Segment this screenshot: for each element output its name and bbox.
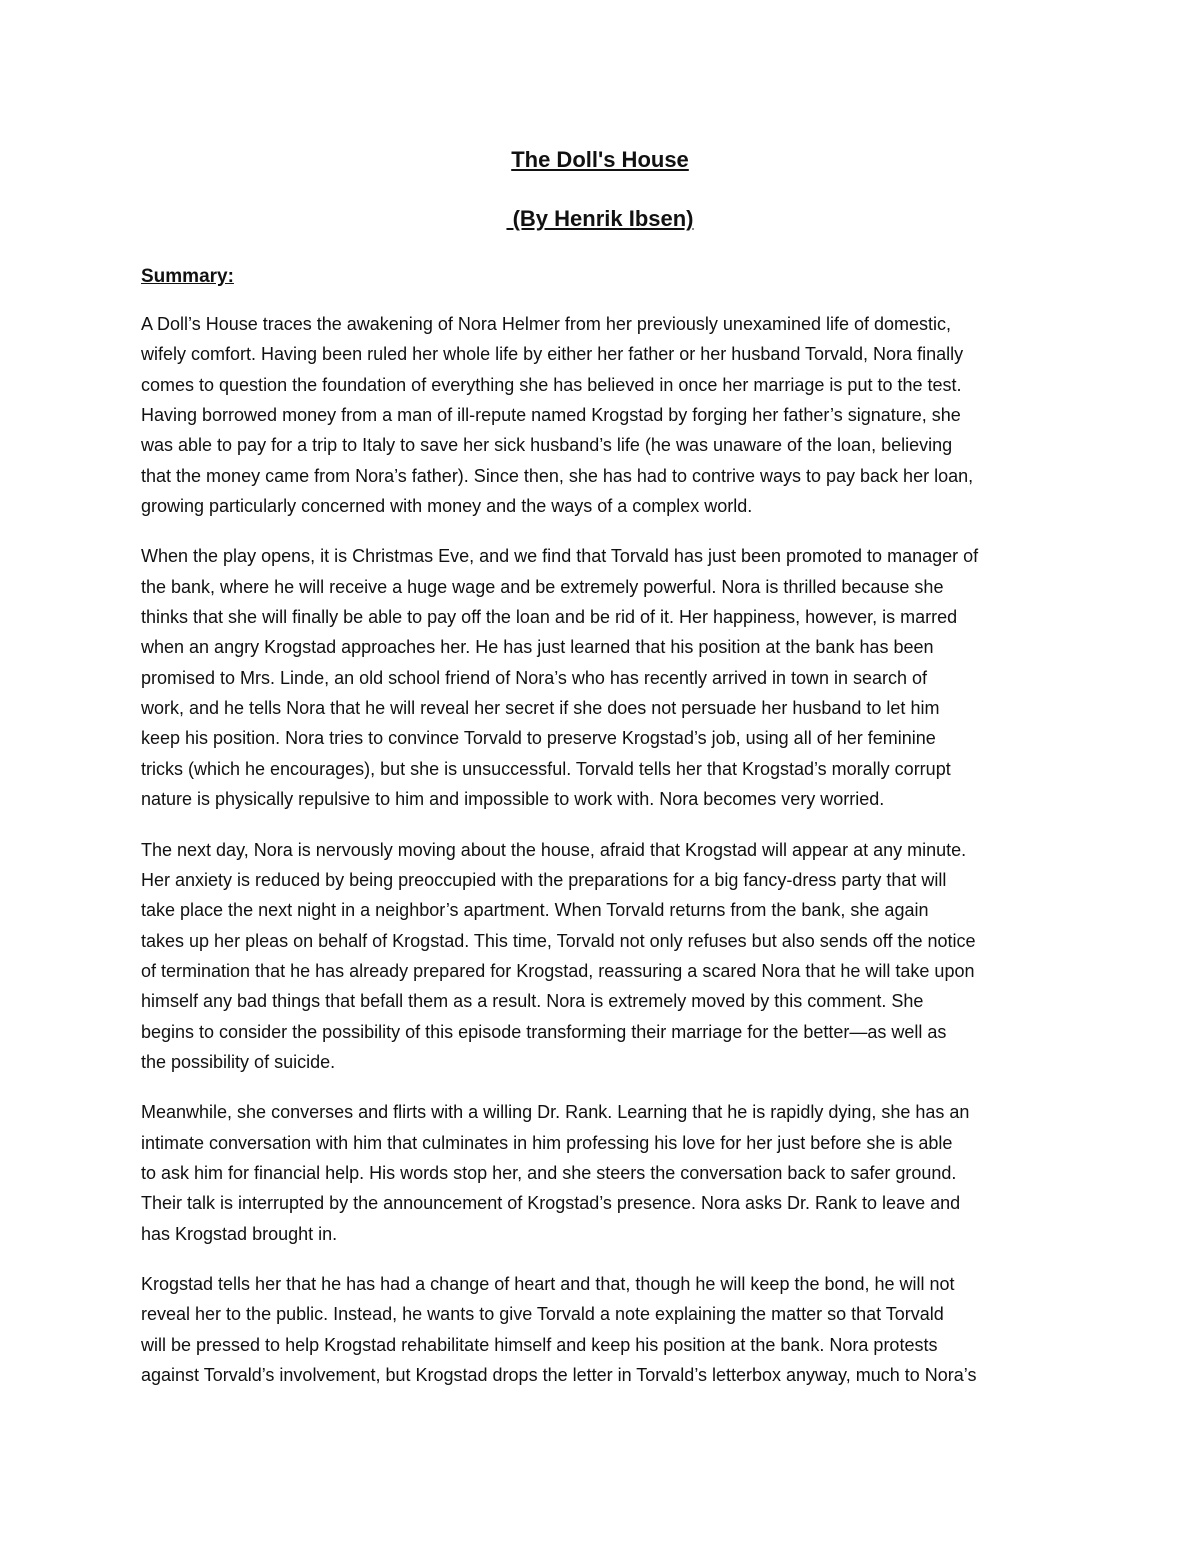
text-line: begins to consider the possibility of this episode transforming their marriage for the better—as well as [141,1021,947,1042]
text-line: reveal her to the public. Instead, he wants to give Torvald a note explaining the matter so that Torvald [141,1304,944,1325]
text-line: takes up her pleas on behalf of Krogstad. This time, Torvald not only refuses but also sends off the notice [141,930,976,951]
summary-body [141,309,1065,1410]
text-line: nature is physically repulsive to him and impossible to work with. Nora becomes very worried. [141,789,885,810]
text-line: that the money came from Nora’s father). Since then, she has had to contrive ways to pay back her loan, [141,465,974,486]
text-line: thinks that she will finally be able to pay off the loan and be rid of it. Her happiness, however, is marred [141,607,958,628]
text-line: keep his position. Nora tries to convince Torvald to preserve Krogstad’s job, using all of her feminine [141,728,936,749]
text-line: Their talk is interrupted by the announcement of Krogstad’s presence. Nora asks Dr. Rank to leave and [141,1193,961,1214]
paragraph-4 [141,1097,1065,1249]
paragraph-5 [141,1269,1065,1390]
text-line: take place the next night in a neighbor’s apartment. When Torvald returns from the bank, she again [141,900,929,921]
text-line: tricks (which he encourages), but she is unsuccessful. Torvald tells her that Krogstad’s morally corrupt [141,758,951,779]
text-line: Having borrowed money from a man of ill-repute named Krogstad by forging her father’s signature, she [141,405,961,426]
text-line: to ask him for financial help. His words stop her, and she steers the conversation back to safer ground. [141,1162,957,1183]
text-line: against Torvald’s involvement, but Krogstad drops the letter in Torvald’s letterbox anyway, much to Nora’s [141,1365,977,1385]
text-line: was able to pay for a trip to Italy to save her sick husband’s life (he was unaware of the loan, believing [141,435,953,456]
text-line: intimate conversation with him that culminates in him professing his love for her just before she is able [141,1132,953,1153]
text-line: When the play opens, it is Christmas Eve, and we find that Torvald has just been promoted to manager of [141,546,979,567]
paragraph-1 [141,309,1065,521]
text-line: comes to question the foundation of everything she has believed in once her marriage is put to the test. [141,374,962,395]
summary-heading: Summary: [141,266,234,287]
text-line: A Doll’s House traces the awakening of Nora Helmer from her previously unexamined life of domestic, [141,314,952,334]
text-line: Krogstad tells her that he has had a change of heart and that, though he will keep the bond, he will not [141,1273,955,1294]
text-line: The next day, Nora is nervously moving about the house, afraid that Krogstad will appear at any minute. [141,839,967,860]
document-title: The Doll's House [511,147,689,172]
text-line: the bank, where he will receive a huge wage and be extremely powerful. Nora is thrilled because she [141,576,944,597]
paragraph-3 [141,835,1065,1078]
text-line: when an angry Krogstad approaches her. He has just learned that his position at the bank has been [141,637,934,658]
text-line: work, and he tells Nora that he will reveal her secret if she does not persuade her husband to let him [141,698,940,719]
text-line: of termination that he has already prepared for Krogstad, reassuring a scared Nora that he will take upon [141,960,975,981]
text-line: promised to Mrs. Linde, an old school friend of Nora’s who has recently arrived in town in search of [141,667,928,688]
document-author: (By Henrik Ibsen) [506,206,694,231]
text-line: wifely comfort. Having been ruled her whole life by either her father or her husband Torvald, Nora finally [141,344,964,365]
text-line: Meanwhile, she converses and flirts with a willing Dr. Rank. Learning that he is rapidly dying, she has an [141,1102,970,1123]
paragraph-2 [141,541,1065,814]
text-line: himself any bad things that befall them as a result. Nora is extremely moved by this comment. She [141,991,924,1012]
text-line: will be pressed to help Krogstad rehabilitate himself and keep his position at the bank. Nora protests [141,1334,938,1355]
text-line: growing particularly concerned with money and the ways of a complex world. [141,496,753,517]
text-line: the possibility of suicide. [141,1051,336,1072]
text-line: Her anxiety is reduced by being preoccupied with the preparations for a big fancy-dress party that will [141,869,947,890]
text-line: has Krogstad brought in. [141,1223,338,1244]
